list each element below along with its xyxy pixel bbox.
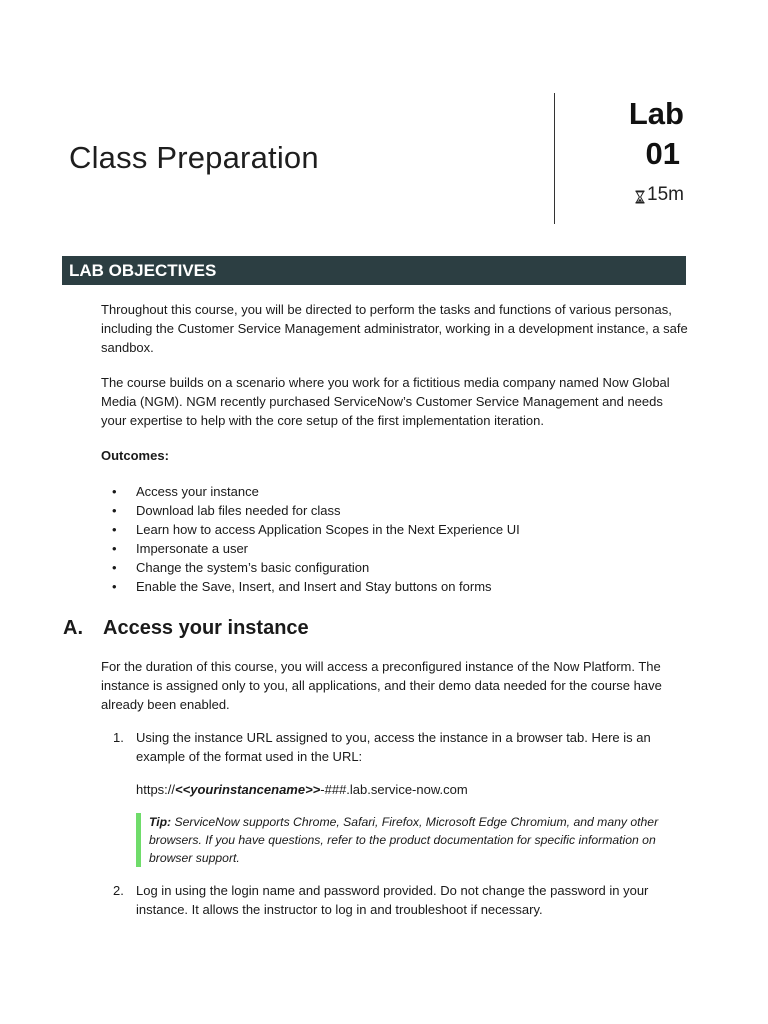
objectives-paragraph-1: Throughout this course, you will be directed to perform the tasks and functions of various personas, including the Customer Service Management administrator, working in a development instance, a safe sandbox. xyxy=(101,302,688,355)
tip-callout xyxy=(136,813,691,867)
header-divider xyxy=(554,93,555,224)
objectives-paragraph-2: The course builds on a scenario where you work for a fictitious media company named Now Global Media (NGM). NGM recently purchased ServiceNow’s Customer Service Management and needs your expertise to help with the core setup of the first implementation iteration. xyxy=(101,375,670,428)
url-suffix: -###.lab.service-now.com xyxy=(320,782,468,797)
section-title: Access your instance xyxy=(103,617,309,639)
list-item: • Learn how to access Application Scopes in the Next Experience UI xyxy=(101,520,691,539)
step-text: Using the instance URL assigned to you, access the instance in a browser tab. Here is an example of the format used in the URL: xyxy=(136,730,651,764)
section-letter: A. xyxy=(63,617,83,639)
step-number: 2. xyxy=(113,883,124,898)
tip-text: ServiceNow supports Chrome, Safari, Firefox, Microsoft Edge Chromium, and many other browsers. If you have questions, refer to the product documentation for specific information on browser support. xyxy=(149,815,659,865)
objectives-heading: LAB OBJECTIVES xyxy=(62,256,686,285)
example-url xyxy=(136,780,691,799)
section-a-body xyxy=(101,657,691,933)
section-intro: For the duration of this course, you will access a preconfigured instance of the Now Platform. The instance is assigned only to you, all applications, and their demo data needed for the course have already been enabled. xyxy=(101,659,662,712)
lab-header xyxy=(0,0,768,240)
lab-number: 01 xyxy=(645,136,680,171)
url-placeholder: <<yourinstancename>> xyxy=(175,782,321,797)
list-item: • Change the system’s basic configuration xyxy=(101,558,691,577)
page-title: Class Preparation xyxy=(69,140,319,175)
step-number: 1. xyxy=(113,730,124,745)
list-item: • Enable the Save, Insert, and Insert and Stay buttons on forms xyxy=(101,577,691,596)
section-a-heading xyxy=(63,617,309,640)
duration-text: 15m xyxy=(647,184,684,205)
list-item: • Impersonate a user xyxy=(101,539,691,558)
step-1 xyxy=(101,728,691,867)
lab-label: Lab xyxy=(628,96,684,131)
outcomes-label: Outcomes: xyxy=(101,448,169,463)
step-text: Log in using the login name and password provided. Do not change the password in your instance. It allows the instructor to log in and troubleshoot if necessary. xyxy=(136,883,649,917)
objectives-content xyxy=(101,300,691,596)
list-item: • Download lab files needed for class xyxy=(101,501,691,520)
outcomes-list xyxy=(101,482,691,596)
step-2 xyxy=(101,881,691,919)
tip-label: Tip: xyxy=(149,815,172,829)
url-prefix: https:// xyxy=(136,782,176,797)
lab-duration xyxy=(635,184,684,206)
hourglass-icon xyxy=(635,188,645,202)
list-item: • Access your instance xyxy=(101,482,691,501)
